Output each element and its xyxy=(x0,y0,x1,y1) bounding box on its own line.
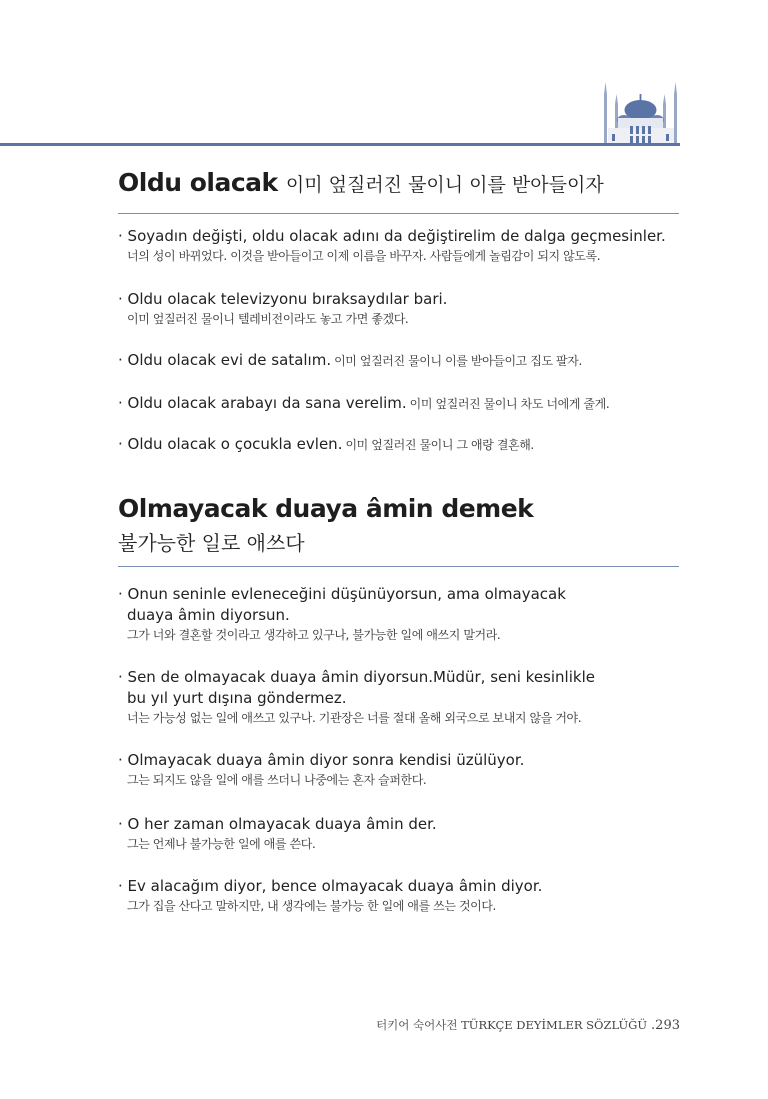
example-ko: 이미 엎질러진 물이니 그 애랑 결혼해. xyxy=(345,438,534,452)
example-ko: 이미 엎질러진 물이니 차도 너에게 줄게. xyxy=(409,397,610,411)
example-tr: Oldu olacak o çocukla evlen. xyxy=(127,435,343,453)
mosque-icon xyxy=(600,78,682,146)
example-tr: bu yıl yurt dışına göndermez. xyxy=(127,689,347,707)
example-item: · O her zaman olmayacak duaya âmin der. 그는 언제나 불가능한 일에 애를 쓴다. xyxy=(118,814,680,854)
entry-title-olmayacak-duaya: Olmayacak duaya âmin demek xyxy=(118,494,534,523)
idiom-meaning: 불가능한 일로 애쓰다 xyxy=(118,531,305,555)
page-number: .293 xyxy=(651,1018,680,1033)
example-item: · Olmayacak duaya âmin diyor sonra kendisi üzülüyor. 그는 되지도 않을 일에 애를 쓰더니 나중에는 혼자 슬퍼한다. xyxy=(118,750,680,790)
example-item: · Soyadın değişti, oldu olacak adını da değiştirelim de dalga geçmesinler. 너의 성이 바뀌었다. 이것을 받아들이고 이제 이름을 바꾸자. 사람들에게 놀림감이 되지 않도록. xyxy=(118,226,680,266)
idiom-meaning: 이미 엎질러진 물이니 이를 받아들이자 xyxy=(285,174,604,196)
example-tr: Ev alacağım diyor, bence olmayacak duaya âmin diyor. xyxy=(127,877,543,895)
example-ko: 그는 언제나 불가능한 일에 애를 쓴다. xyxy=(127,837,316,851)
example-tr: Oldu olacak televizyonu bıraksaydılar bari. xyxy=(127,290,448,308)
example-ko: 그가 집을 산다고 말하지만, 내 생각에는 불가능 한 일에 애를 쓰는 것이다. xyxy=(127,899,496,913)
example-ko: 그가 너와 결혼할 것이라고 생각하고 있구나, 불가능한 일에 애쓰지 말거라. xyxy=(127,628,501,642)
example-ko: 이미 엎질러진 물이니 텔레비전이라도 놓고 가면 좋겠다. xyxy=(127,312,409,326)
example-tr: duaya âmin diyorsun. xyxy=(127,606,290,624)
section-rule xyxy=(118,566,679,567)
example-ko: 너의 성이 바뀌었다. 이것을 받아들이고 이제 이름을 바꾸자. 사람들에게 놀림감이 되지 않도록. xyxy=(127,249,601,263)
example-tr: O her zaman olmayacak duaya âmin der. xyxy=(127,815,437,833)
entry-title-oldu-olacak xyxy=(118,168,604,197)
example-tr: Sen de olmayacak duaya âmin diyorsun.Müdür, seni kesinlikle xyxy=(127,668,595,686)
example-tr: Oldu olacak evi de satalım. xyxy=(127,351,332,369)
example-ko: 너는 가능성 없는 일에 애쓰고 있구나. 기관장은 너를 절대 올해 외국으로 보내지 않을 거야. xyxy=(127,711,582,725)
example-ko: 이미 엎질러진 물이니 이를 받아들이고 집도 팔자. xyxy=(334,354,582,368)
example-tr: Olmayacak duaya âmin diyor sonra kendisi üzülüyor. xyxy=(127,751,525,769)
example-item: · Oldu olacak televizyonu bıraksaydılar bari. 이미 엎질러진 물이니 텔레비전이라도 놓고 가면 좋겠다. xyxy=(118,289,680,329)
example-item: · Onun seninle evleneceğini düşünüyorsun, ama olmayacak duaya âmin diyorsun. 그가 너와 결혼할 것이라고 생각하고 있구나, 불가능한 일에 애쓰지 말거라. xyxy=(118,584,680,645)
example-tr: Onun seninle evleneceğini düşünüyorsun, ama olmayacak xyxy=(127,585,566,603)
example-tr: Soyadın değişti, oldu olacak adını da değiştirelim de dalga geçmesinler. xyxy=(127,227,666,245)
example-item: · Oldu olacak o çocukla evlen. 이미 엎질러진 물이니 그 애랑 결혼해. xyxy=(118,435,534,453)
example-ko: 그는 되지도 않을 일에 애를 쓰더니 나중에는 혼자 슬퍼한다. xyxy=(127,773,427,787)
header-rule xyxy=(0,143,680,146)
example-item: · Ev alacağım diyor, bence olmayacak duaya âmin diyor. 그가 집을 산다고 말하지만, 내 생각에는 불가능 한 일에 애를 쓰는 것이다. xyxy=(118,876,680,916)
example-tr: Oldu olacak arabayı da sana verelim. xyxy=(127,394,407,412)
idiom-heading: Oldu olacak xyxy=(118,168,278,197)
section-rule xyxy=(118,213,679,214)
example-item: · Oldu olacak evi de satalım. 이미 엎질러진 물이니 이를 받아들이고 집도 팔자. xyxy=(118,351,582,369)
page-footer xyxy=(376,1017,680,1033)
example-item: · Oldu olacak arabayı da sana verelim. 이미 엎질러진 물이니 차도 너에게 줄게. xyxy=(118,394,610,412)
example-item: · Sen de olmayacak duaya âmin diyorsun.Müdür, seni kesinlikle bu yıl yurt dışına göndermez. 너는 가능성 없는 일에 애쓰고 있구나. 기관장은 너를 절대 올해 외국으로 보내지 않을 거야. xyxy=(118,667,680,728)
book-title: 터키어 숙어사전 TÜRKÇE DEYİMLER SÖZLÜĞÜ xyxy=(376,1018,648,1032)
